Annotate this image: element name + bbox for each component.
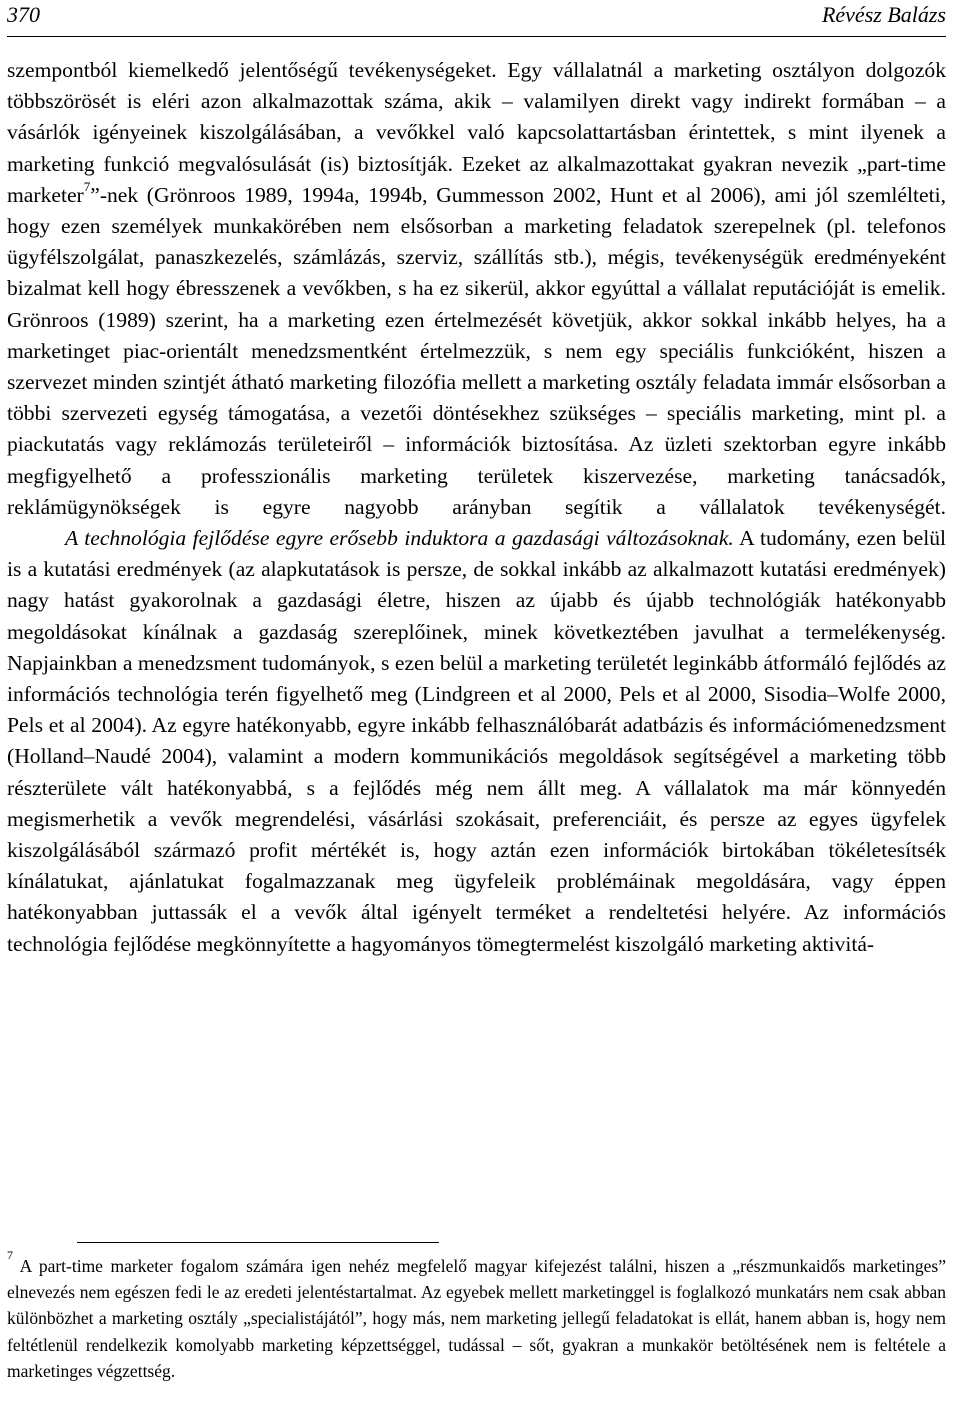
footnote-number: 7 [7,1248,13,1263]
running-header [7,0,946,37]
footnote-text: A part-time marketer fogalom számára igen nehéz megfelelő magyar kifejezést találni, hiszen a „részmunkaidős marketinges” elnevezés nem egészen fedi le az eredeti jelentéstartalmat. Az egyebek mellett marketinggel is foglalkozó munkatárs nem csak abban különbözhet a marketing osztály „specialistájától”, hogy más, nem marketing jellegű feladatokat is ellát, hanem abban is, hogy nem feltétlenül rendelkezik komolyabb marketing képzettséggel, tudással – sőt, gyakran a munkakör betöltésének nem is feltétele a marketinges végzettség. [7,1256,946,1381]
running-author: Révész Balázs [821,2,946,27]
footnote-reference[interactable]: 7 [83,178,91,194]
paragraph-2-text: A tudomány, ezen belül is a kutatási eredmények (az alapkutatások is persze, de sokkal inkább az alkalmazott kutatási eredmények) nagy hatást gyakorolnak a gazdasági életre, hiszen az újabb és újabb technológiák hatékonyabb megoldásokat kínálnak a gazdaság szereplőinek, minek következtében javulhat a termelékenység. Napjainkban a menedzsment tudományok, s ezen belül a marketing területét leginkább átformáló fejlődés az információs technológia terén figyelhető meg (Lindgreen et al 2000, Pels et al 2000, Sisodia–Wolfe 2000, Pels et al 2004). Az egyre hatékonyabb, egyre inkább felhasználóbarát adatbázis és információmenedzsment (Holland–Naudé 2004), valamint a modern kommunikációs megoldások segítségével a marketing több részterülete vált hatékonyabbá, s a fejlődés még nem állt meg. A vállalatok ma már könnyedén megismerhetik a vevők megrendelési, vásárlási szokásait, preferenciáit, és persze az egyes ügyfelek kiszolgálásából származó profit mértékét is, hogy aztán ezen információk birtokában tökéletesítsék kínálatukat, ajánlatukat fogalmazzanak meg ügyfeleik problémáinak megoldására, vagy éppen hatékonyabban juttassák el a vevők által igényelt terméket a rendeltetési helyére. Az információs technológia fejlődése megkönnyítette a hagyományos tömegtermelést kiszolgáló marketing aktivitá- [7,526,946,956]
page-number: 370 [7,2,40,27]
body-text [7,55,946,960]
footnote-separator [77,1242,439,1243]
paragraph-1-part-b: ”-nek (Grönroos 1989, 1994a, 1994b, Gummesson 2002, Hunt et al 2006), ami jól szemlélteti, hogy ezen személyek munkakörében nem elsősorban a marketing feladatok szerepelnek (pl. telefonos ügyfélszolgálat, panaszkezelés, számlázás, szerviz, szállítás stb.), mégis, tevékenységük eredményeként bizalmat kell hogy ébresszenek a vevőkben, s ha ez sikerül, akkor egyúttal a vállalat reputációját is emelik. Grönroos (1989) szerint, ha a marketing ezen értelmezését követjük, akkor sokkal inkább helyes, ha a marketinget piac-orientált menedzsmentként értelmezzük, s nem egy speciális funkcióként, hiszen a szervezet minden szintjét átható marketing filozófia mellett a marketing osztály feladata immár elsősorban a többi szervezeti egység támogatása, a vezetői döntésekhez szükséges – speciális marketing, mint pl. a piackutatás vagy reklámozás területeiről – információk biztosítása. Az üzleti szektorban egyre inkább megfigyelhető a professzionális marketing területek kiszervezése, marketing tanácsadók, reklámügynökségek is egyre nagyobb arányban segítik a vállalatok tevékenységét. [7,182,946,519]
paragraph-1 [7,55,946,523]
paragraph-1-part-a: szempontból kiemelkedő jelentőségű tevékenységeket. Egy vállalatnál a marketing osztályon dolgozók többszörösét is eléri azon alkalmazottak száma, akik – valamilyen direkt vagy indirekt formában – a vásárlók igényeinek kiszolgálásában, a vevőkkel való kapcsolattartásban érintettek, s mint ilyenek a marketing funkció megvalósulását (is) biztosítják. Ezeket az alkalmazottakat gyakran nevezik „part-time marketer [7,58,946,207]
paragraph-2-emphasis: A technológia fejlődése egyre erősebb induktora a gazdasági változásoknak. [65,526,734,551]
footnote [7,1248,946,1384]
footnote-7 [7,1248,946,1384]
paragraph-2 [7,523,946,960]
